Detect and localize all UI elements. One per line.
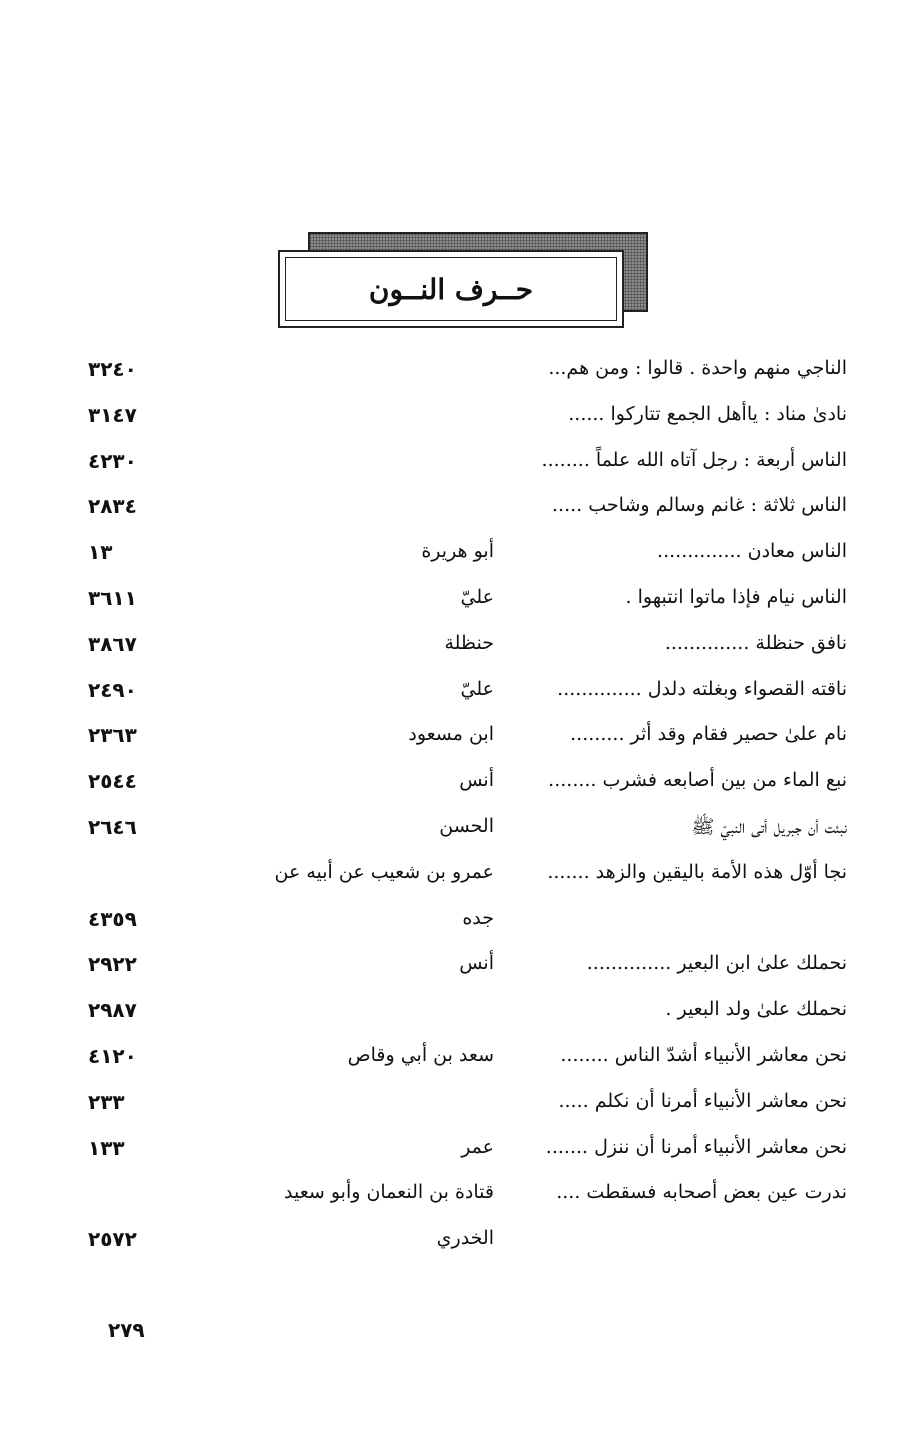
entry-phrase: نافق حنظلة .............. <box>664 631 847 654</box>
entry-narrator: قتادة بن النعمان وأبو سعيد <box>284 1181 494 1204</box>
entry-narrator: أنس <box>459 952 494 975</box>
entry-narrator: عمر <box>461 1135 494 1158</box>
entry-row <box>0 723 897 769</box>
entry-number: ٣٨٦٧ <box>88 631 137 656</box>
entry-phrase: نام علىٰ حصير فقام وقد أثر ......... <box>570 723 847 746</box>
entry-phrase: الناس ثلاثة : غانم وسالم وشاحب ..... <box>552 494 847 517</box>
section-header <box>278 232 650 328</box>
entry-number: ٢٥٧٢ <box>88 1227 137 1252</box>
entry-number: ٢٨٣٤ <box>88 494 137 519</box>
entry-row <box>0 769 897 815</box>
entry-narrator: جده <box>462 906 494 929</box>
entry-narrator: الحسن <box>439 815 494 837</box>
entry-phrase: ندرت عين بعض أصحابه فسقطت .... <box>556 1181 847 1204</box>
entry-phrase: الناس أربعة : رجل آتاه الله علماً ........ <box>541 448 847 471</box>
entry-phrase: نحن معاشر الأنبياء أشدّ الناس ........ <box>560 1044 847 1066</box>
entry-row <box>0 632 897 678</box>
entry-phrase: نادىٰ مناد : ياأهل الجمع تتاركوا ...... <box>568 402 847 425</box>
entry-narrator: حنظلة <box>444 631 494 654</box>
entry-narrator: أبو هريرة <box>421 540 494 563</box>
entry-row <box>0 1181 897 1227</box>
entry-row <box>0 1227 897 1273</box>
entry-narrator: عليّ <box>460 677 494 700</box>
entry-row <box>0 586 897 632</box>
entry-phrase: الناس نيام فإذا ماتوا انتبهوا . <box>625 586 847 608</box>
entry-row <box>0 403 897 449</box>
section-title: حــرف النــون <box>368 272 534 306</box>
entry-phrase: نجا أوّل هذه الأمة باليقين والزهد ....... <box>547 860 847 883</box>
entry-number: ٢٥٤٤ <box>88 769 137 794</box>
entry-phrase: ناقته القصواء وبغلته دلدل .............. <box>557 677 847 700</box>
entry-row <box>0 815 897 861</box>
entry-row <box>0 1044 897 1090</box>
page-number: ٢٧٩ <box>108 1318 145 1342</box>
entry-row <box>0 952 897 998</box>
entry-phrase: نحن معاشر الأنبياء أمرنا أن ننزل ....... <box>545 1135 847 1158</box>
entry-narrator: عمرو بن شعيب عن أبيه عن <box>274 860 494 883</box>
entry-row <box>0 1136 897 1182</box>
entry-narrator: عليّ <box>460 586 494 608</box>
entry-phrase: نحملك علىٰ ابن البعير .............. <box>586 952 847 975</box>
entry-number: ٢٣٣ <box>88 1089 125 1114</box>
entry-number: ٣٦١١ <box>88 586 137 610</box>
entry-row <box>0 678 897 724</box>
entry-phrase: نبع الماء من بين أصابعه فشرب ........ <box>548 769 847 792</box>
entry-number: ١٣٣ <box>88 1135 125 1160</box>
entry-phrase: نحملك علىٰ ولد البعير . <box>665 998 847 1021</box>
entry-number: ١٣ <box>88 540 113 565</box>
entry-narrator: الخدري <box>436 1227 494 1250</box>
entry-phrase: نحن معاشر الأنبياء أمرنا أن نكلم ..... <box>558 1089 847 1112</box>
entry-number: ٢٩٨٧ <box>88 998 137 1023</box>
entry-phrase: نبئت أن جبريل أتى النبيّ ﷺ <box>691 816 847 838</box>
entry-row <box>0 540 897 586</box>
entry-number: ٣٢٤٠ <box>88 357 137 381</box>
entry-phrase: الناس معادن .............. <box>657 540 847 563</box>
entry-number: ٢٣٦٣ <box>88 723 137 748</box>
entry-narrator: سعد بن أبي وقاص <box>347 1044 494 1066</box>
entry-number: ٣١٤٧ <box>88 402 137 427</box>
entry-row <box>0 1090 897 1136</box>
entry-narrator: أنس <box>459 769 494 792</box>
entry-number: ٤١٢٠ <box>88 1044 137 1068</box>
entry-row <box>0 907 897 953</box>
entry-number: ٤٢٣٠ <box>88 448 137 473</box>
entry-number: ٤٣٥٩ <box>88 906 137 931</box>
entry-row <box>0 357 897 403</box>
entry-number: ٢٩٢٢ <box>88 952 137 977</box>
entry-narrator: ابن مسعود <box>408 723 494 746</box>
entry-row <box>0 449 897 495</box>
header-box <box>278 250 624 328</box>
entry-row <box>0 494 897 540</box>
entry-number: ٢٦٤٦ <box>88 815 137 839</box>
entry-number: ٢٤٩٠ <box>88 677 137 702</box>
entry-phrase: الناجي منهم واحدة . قالوا : ومن هم... <box>548 357 847 379</box>
entry-row <box>0 861 897 907</box>
entry-row <box>0 998 897 1044</box>
